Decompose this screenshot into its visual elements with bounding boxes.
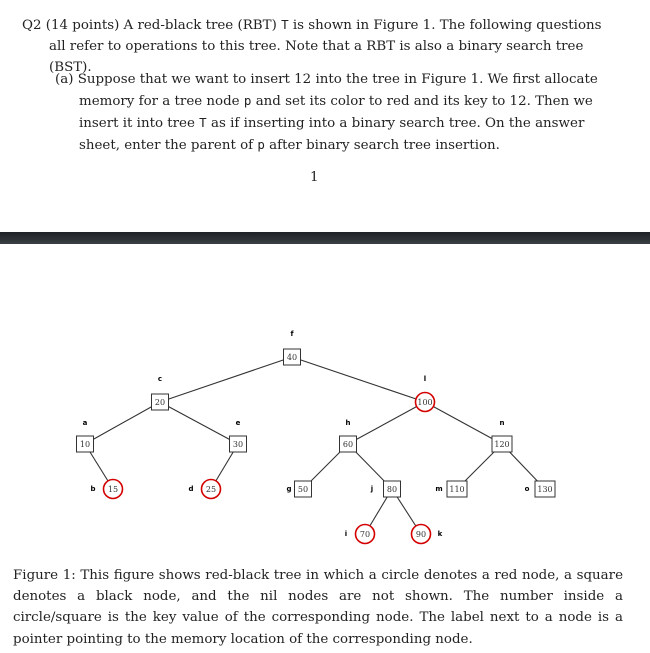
node-key: 70 [359,530,371,539]
tree-node-j [370,481,401,497]
node-pointer-label: c [157,375,163,383]
node-key: 60 [342,440,354,449]
part-a-line3-pre: as if inserting into a binary search tree. On the answer sheet, enter the parent of [79,116,585,153]
tree-node-k [412,525,443,544]
var-p2: p [257,137,265,152]
page-divider [0,232,650,244]
node-key: 20 [154,398,166,407]
tree-node-l [416,375,435,412]
node-pointer-label: n [499,419,505,427]
node-pointer-label: k [437,530,443,538]
node-key: 30 [232,440,244,449]
part-a-line4: binary search tree insertion. [306,138,500,153]
node-key: 40 [286,353,298,362]
tree-node-o [525,481,555,497]
tree-edge-l-h [345,402,425,444]
question-line1-rest: is shown in Figure 1. The following questions all refer [49,18,602,54]
tree-nodes [77,330,556,544]
node-pointer-label: l [423,375,427,383]
node-pointer-label: i [344,530,348,538]
tree-variable: T [281,17,289,32]
node-pointer-label: j [370,485,374,493]
part-a-line3-post: after [269,138,302,153]
node-pointer-label: f [290,330,294,338]
tree-edge-f-l [292,357,425,402]
rbt-figure [0,244,650,562]
tree-node-f [284,330,301,365]
node-key: 130 [537,485,553,494]
tree-edge-l-n [425,402,502,444]
tree-node-a [77,419,94,452]
node-pointer-label: d [188,485,194,493]
node-pointer-label: e [235,419,241,427]
node-key: 80 [386,485,398,494]
node-key: 10 [79,440,91,449]
var-T: T [199,115,207,130]
tree-edge-c-a [82,402,160,444]
var-p: p [243,93,252,108]
node-key: 50 [297,485,309,494]
node-key: 90 [415,530,427,539]
node-pointer-label: a [82,419,88,427]
node-pointer-label: h [345,419,351,427]
tree-edges [82,357,545,534]
question-line2: to operations to this tree. Note that a RBT is also a binary search tree (BST). [49,39,584,75]
tree-node-d [188,480,220,499]
part-a-line1: (a) Suppose that we want to insert 12 into the tree in Figure 1. We first allocate memory [55,72,598,109]
tree-node-h [340,419,357,452]
part-a-line2-post: and set its color to red and its key to 12. Then we insert it into tree [79,94,593,131]
question-label: Q2 (14 points) A red-black tree (RBT) [22,18,277,33]
node-key: 100 [417,398,433,407]
tree-node-i [345,525,375,544]
part-a-line2-pre: for a tree node [138,94,240,109]
node-pointer-label: m [435,485,443,493]
tree-node-e [230,419,247,452]
node-pointer-label: g [286,485,292,493]
page-number: 1 [310,170,319,185]
node-key: 25 [205,485,217,494]
node-key: 15 [107,485,119,494]
figure-caption: Figure 1: This figure shows red-black tree in which a circle denotes a red node, a square denotes a black node, and the nil nodes are not shown. The number inside a circle/square is the key value of the corresponding node. The label next to a node is a pointer pointing to the memory location of the corresponding node. [13,568,623,647]
node-pointer-label: b [90,485,96,493]
part-a-text [55,69,620,156]
tree-node-g [286,481,311,497]
tree-edge-f-c [157,357,292,402]
tree-node-n [492,419,512,452]
tree-node-b [90,480,122,499]
tree-node-m [435,481,467,497]
tree-edge-c-e [160,402,238,444]
node-key: 120 [494,440,510,449]
node-pointer-label: o [524,485,530,493]
tree-node-c [152,375,169,410]
node-key: 110 [449,485,465,494]
